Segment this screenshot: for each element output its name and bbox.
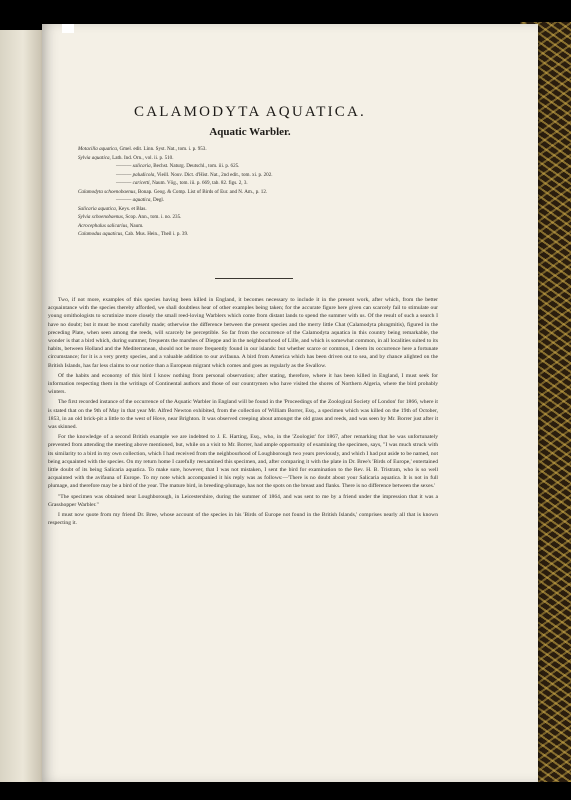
synonym-species: Salicaria aquatica	[78, 205, 116, 212]
synonym-species: Sylvia schoenobaenus	[78, 214, 123, 220]
synonymy-list	[78, 145, 408, 239]
synonym-species: salicaria	[132, 163, 151, 169]
synonym-species: Sylvia aquatica	[78, 154, 110, 161]
synonym-reference: , Naum. Vög., tom. iii. p. 669, tab. 82. figs. 2, 3.	[149, 180, 248, 186]
facing-page-edge	[0, 30, 42, 782]
synonym-reference: , Scop. Ann., tom. i. no. 235.	[122, 214, 182, 220]
body-paragraph: Of the habits and economy of this bird I know nothing from personal observation; after stating, therefore, where it has been killed in England, I must seek for information respecting them in the writings of Continental authors and those of our countrymen who have visited the shores of Northern Algeria, where the bird probably winters.	[48, 372, 438, 396]
body-paragraph: Two, if not more, examples of this species having been killed in England, it becomes necessary to include it in the present work, after which, from the better acquaintance with the species thereby afforded, we shall doubtless hear of other examples being taken; for the accurate figure here given can scarcely fail to stimulate our young ornithologists to scrutinize more closely the small reed-loving Warblers which come from distant lands to spend the summer with us. Of the result of such a search I have no doubt; but it must be most carefully made; otherwise the difference between the present species and the merry little Chat (Calamodyta phragmitis), figured in the preceding Plate, when seen among the reeds, will scarcely be perceptible. So far from the occurrence of the Calamodyta aquatica in this country being remarkable, the wonder is that a bird which, during summer, frequents the marshes of Dieppe and in the neighbourhood of Lille, and which is somewhat common, in all localities suited to its habits, between Holland and the Mediterranean, should not be more frequently found in our islands: but whether scarce or common, I deem its occurrence here a fortunate circumstance; for it is a very pretty species, and a valuable addition to our avifauna. A bird from America which has been driven out to sea, and by chance alighted on the British Islands, has far less claims to our notice than a European migrant which comes and goes as regularly as the Swallow.	[48, 297, 438, 369]
synonym-entry: ——— paludicola, Vieill. Nouv. Dict. d'Hist. Nat., 2nd edit., tom. xi. p. 202.	[116, 171, 273, 178]
synonym-entry	[78, 188, 408, 197]
scan-ruler-mark	[62, 24, 74, 33]
body-paragraph: I must now quote from my friend Dr. Bree, whose account of the species in his 'Birds of Europe not found in the British Islands,' comprises nearly all that is known respecting it.	[48, 512, 438, 527]
section-divider	[215, 278, 293, 279]
body-paragraph: The first recorded instance of the occurrence of the Aquatic Warbler in England will be found in the 'Proceedings of the Zoological Society of London' for 1866, where it is stated that on the 9th of May in that year Mr. Alfred Newton exhibited, from the collection of William Borrer, Esq., a specimen which was killed on the 19th of October, 1853, in an old brick-pit a little to the west of Hove, near Brighton. It was observed creeping about amongst the old grass and reeds, and was seen by Mr. Borrer just after it was skinned.	[48, 399, 438, 431]
synonym-entry	[78, 230, 408, 239]
synonym-entry	[78, 205, 408, 214]
synonym-species: Acrocephalus salicarius	[78, 222, 128, 229]
synonym-reference: , Gmel. edit. Linn. Syst. Nat., tom. i. p. 953.	[116, 146, 207, 152]
synonym-reference: , Naum.	[127, 222, 144, 229]
synonym-entry	[78, 145, 408, 154]
synonym-reference: , Degl.	[150, 197, 165, 203]
synonym-reference: , Lath. Ind. Orn., vol. ii. p. 510.	[109, 154, 174, 161]
synonym-entry	[78, 154, 408, 163]
body-paragraph: "The specimen was obtained near Loughborough, in Leicestershire, during the summer of 1864, and was sent to me by a friend under the impression that it was a Grasshopper Warbler."	[48, 493, 438, 508]
page-subtitle: Aquatic Warbler.	[209, 126, 291, 138]
synonym-entry	[78, 222, 408, 231]
synonym-reference: , Keys. et Blas.	[115, 205, 147, 212]
synonym-species: Calamodus aquaticus	[78, 231, 123, 237]
page-title: CALAMODYTA AQUATICA.	[134, 104, 366, 120]
synonym-entry	[78, 213, 408, 222]
synonym-reference: , Vieill. Nouv. Dict. d'Hist. Nat., 2nd edit., tom. xi. p. 202.	[154, 171, 273, 178]
synonym-species: Calamodyta schoenobaenus	[78, 188, 136, 195]
synonym-entry: ——— caricetti, Naum. Vög., tom. iii. p. 669, tab. 82. figs. 2, 3.	[116, 180, 248, 186]
body-paragraph: For the knowledge of a second British example we are indebted to J. E. Harting, Esq., who, in the 'Zoologist' for 1867, after remarking that he was unfortunately prevented from attending the meeting above mentioned, but, while on a visit to Mr. Borrer, had ample opportunity of examining the specimen, says, "I was much struck with its similarity to a bird in my own collection, which I had received from the neighbourhood of Loughborough two years previously, and which I had put aside to be named, not being acquainted with the species. On my return home I carefully reexamined this specimen, and, after comparing it with the plate in Dr. Bree's 'Birds of Europe,' entertained little doubt of its being Salicaria aquatica. To make sure, however, that I was not mistaken, I sent the bird for examination to the Rev. H. B. Tristram, who is so well acquainted with the avifauna of Europe. To my note which accompanied it his reply was as follows:—'There is no doubt about your Salicaria aquatica. It is not in full plumage, and therefore may be a bird of the year. The mature bird, in breeding-plumage, has not the spots on the breast and flanks. There is no difference between the sexes.'	[48, 434, 438, 490]
synonym-species: paludicola	[132, 171, 155, 178]
body-text	[48, 296, 438, 529]
synonym-species: caricetti	[132, 180, 150, 186]
synonym-reference: , Cab. Mus. Hein., Theil i. p. 39.	[122, 231, 189, 237]
synonym-species: aquatica	[132, 197, 151, 203]
synonym-entry: ——— salicaria, Bechst. Naturg. Deutschl., tom. iii. p. 625.	[116, 163, 240, 169]
synonym-reference: , Bonap. Geog. & Comp. List of Birds of Eur. and N. Am., p. 12.	[135, 188, 268, 195]
synonym-reference: , Bechst. Naturg. Deutschl., tom. iii. p. 625.	[150, 163, 240, 169]
synonym-entry: ——— aquatica, Degl.	[116, 197, 165, 203]
synonym-species: Motacilla aquatica	[78, 146, 117, 152]
